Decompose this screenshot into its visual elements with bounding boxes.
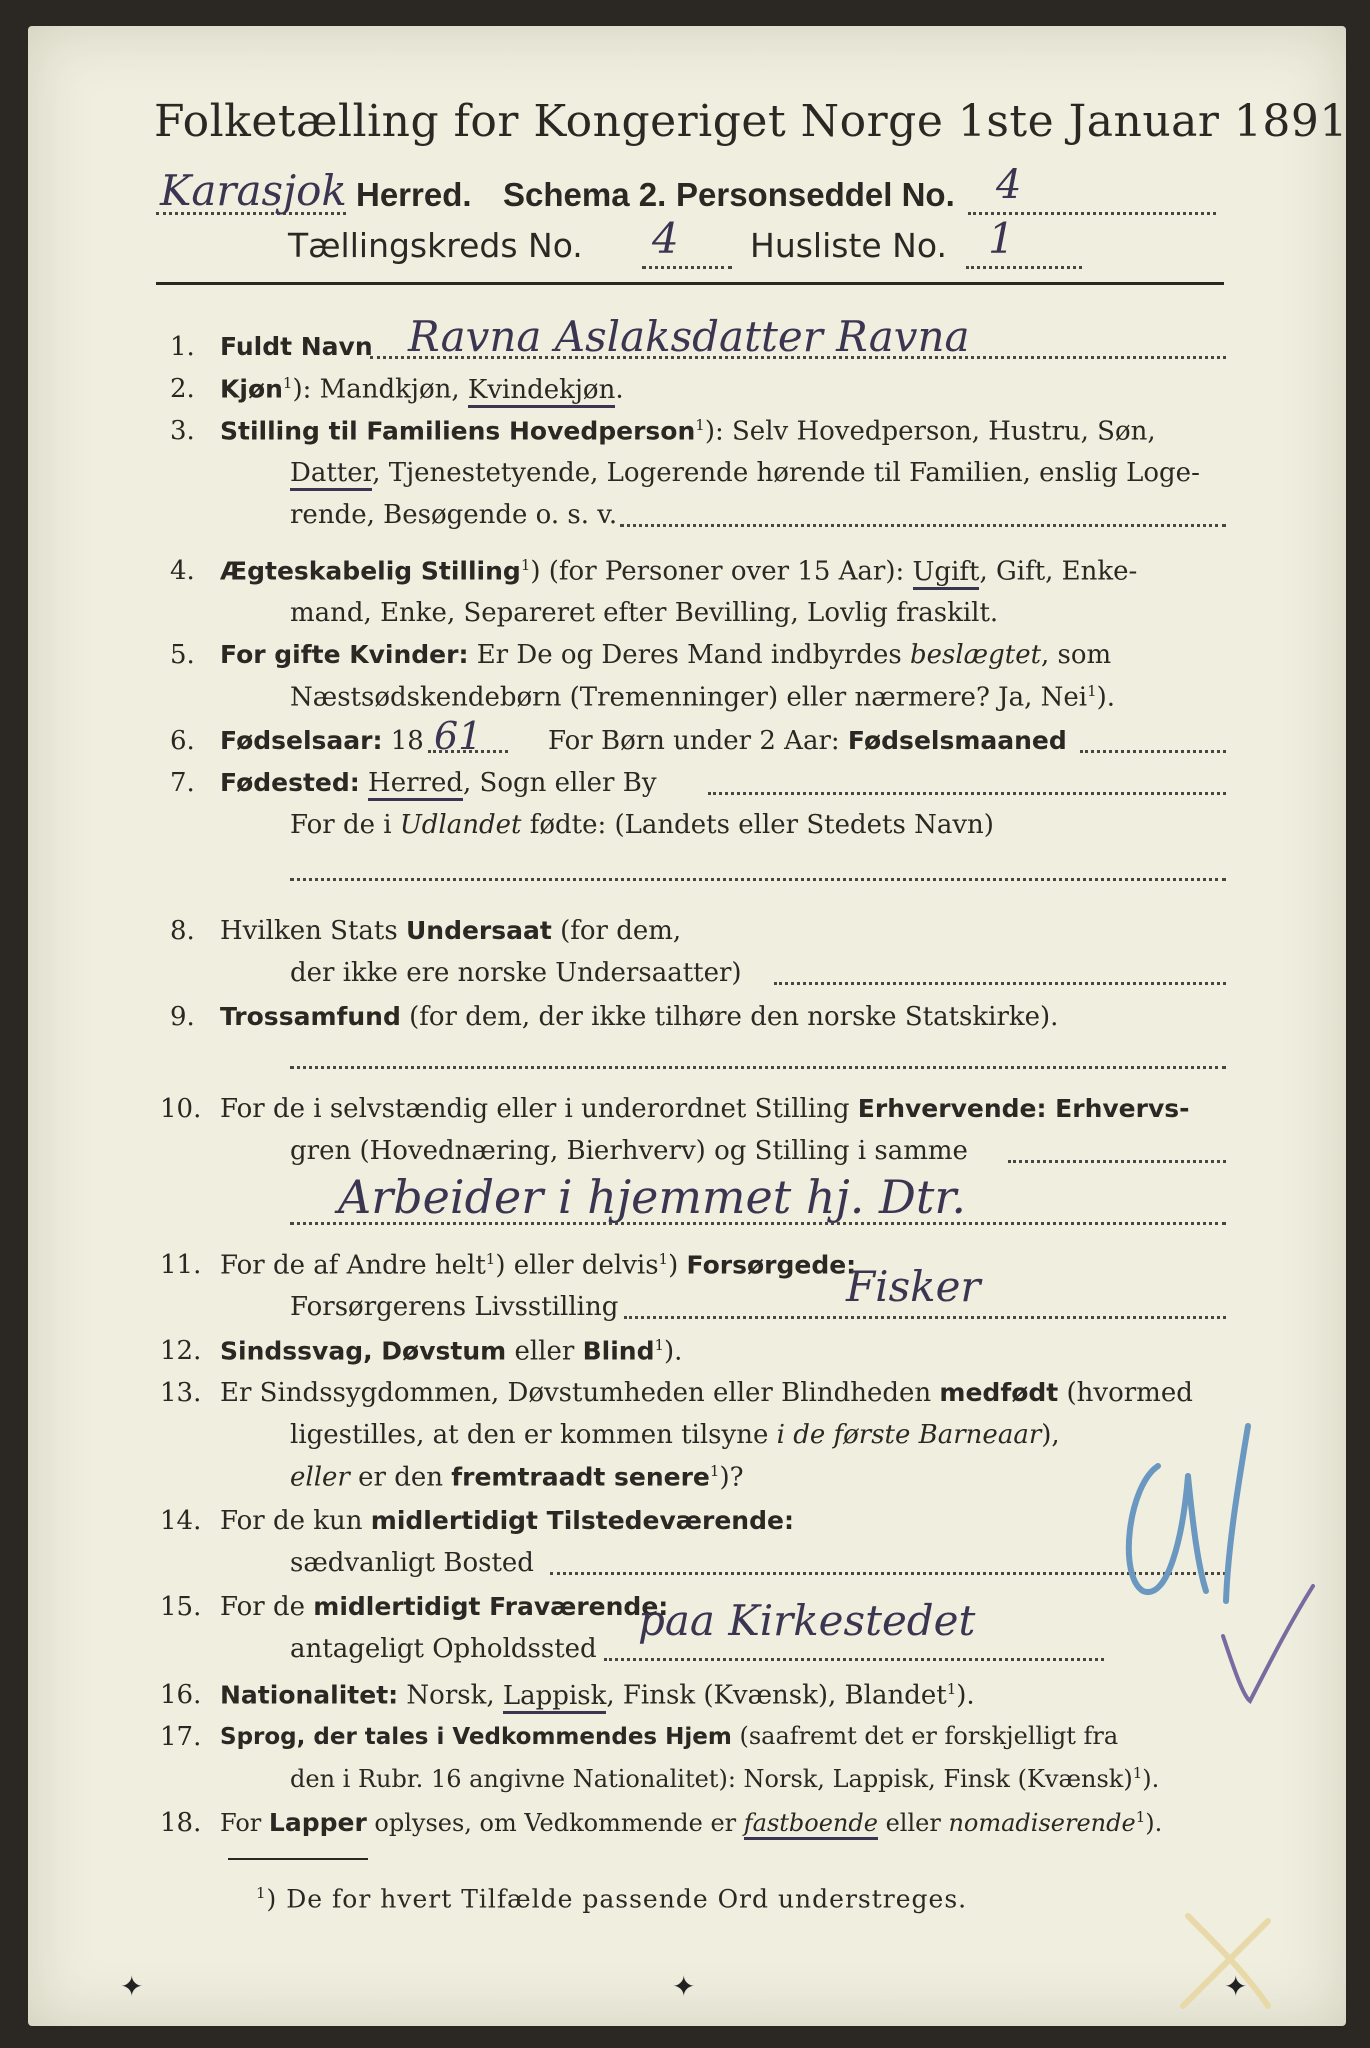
row-number: 15. bbox=[160, 1592, 202, 1622]
residence-value: paa Kirkestedet bbox=[638, 1596, 976, 1645]
row-number: 3. bbox=[170, 416, 195, 446]
row-text: rende, Besøgende o. s. v. bbox=[290, 500, 618, 530]
row-text: Fødested: Herred, Sogn eller By bbox=[220, 768, 657, 798]
row-text: For de midlertidigt Fraværende: bbox=[220, 1592, 669, 1622]
row-dotted-line bbox=[290, 878, 1226, 881]
row-text: eller er den fremtraadt senere$^1$)? bbox=[290, 1462, 744, 1493]
row-text: Næstsødskendebørn (Tremenninger) eller nærmere? Ja, Nei$^1$). bbox=[290, 682, 1116, 713]
row-text: Forsørgerens Livsstilling bbox=[290, 1292, 619, 1322]
row-text: Stilling til Familiens Hovedperson$^1$): Selv Hovedperson, Hustru, Søn, bbox=[220, 416, 1156, 447]
census-form-sheet bbox=[28, 26, 1363, 2026]
row-dotted-line bbox=[624, 1316, 1226, 1319]
row-text: Er Sindssygdommen, Døvstumheden eller Blindheden medfødt (hvormed bbox=[220, 1378, 1193, 1408]
kreds-label: Tællingskreds No. bbox=[288, 226, 583, 265]
husliste-label: Husliste No. bbox=[750, 226, 947, 265]
row-text: For de af Andre helt$^1$) eller delvis$^1$) Forsørgede: bbox=[220, 1250, 857, 1281]
binding-mark: ✦ bbox=[120, 1970, 144, 2003]
row-text: For de i Udlandet fødte: (Landets eller Stedets Navn) bbox=[290, 810, 994, 840]
footnote-rule bbox=[228, 1858, 368, 1860]
row-text: Fødselsaar: 18 bbox=[220, 726, 424, 756]
row-dotted-line bbox=[290, 1222, 1226, 1225]
row-number: 11. bbox=[160, 1250, 202, 1280]
footnote: $^1$) De for hvert Tilfælde passende Ord understreges. bbox=[256, 1884, 968, 1914]
row-number: 13. bbox=[160, 1378, 202, 1408]
row-number: 18. bbox=[160, 1808, 202, 1838]
row-dotted-line bbox=[774, 982, 1226, 985]
row-text: gren (Hovednæring, Bierhverv) og Stilling i samme bbox=[290, 1136, 968, 1166]
row-dotted-line bbox=[1008, 1160, 1226, 1163]
row-number: 1. bbox=[170, 332, 195, 362]
row-text: Datter, Tjenestetyende, Logerende hørende til Familien, enslig Loge- bbox=[290, 458, 1200, 488]
row-text: For Lapper oplyses, om Vedkommende er fastboende eller nomadiserende$^1$). bbox=[220, 1808, 1162, 1837]
row-text: der ikke ere norske Undersaatter) bbox=[290, 958, 742, 988]
row-number: 2. bbox=[170, 374, 195, 404]
row-text: mand, Enke, Separeret efter Bevilling, Lovlig fraskilt. bbox=[290, 598, 999, 628]
row-text: For gifte Kvinder: Er De og Deres Mand indbyrdes beslægtet, som bbox=[220, 640, 1112, 670]
row-text: Kjøn$^1$): Mandkjøn, Kvindekjøn. bbox=[220, 374, 624, 405]
row-dotted-line bbox=[428, 750, 508, 753]
row-number: 17. bbox=[160, 1722, 202, 1752]
row-text: Nationalitet: Norsk, Lappisk, Finsk (Kvænsk), Blandet$^1$). bbox=[220, 1680, 975, 1711]
row-dotted-line bbox=[1080, 750, 1226, 753]
header-rule bbox=[156, 282, 1224, 285]
personseddel-label: Personseddel No. bbox=[676, 176, 955, 213]
herred-label: Herred. bbox=[356, 176, 472, 213]
binding-mark: ✦ bbox=[672, 1970, 696, 2003]
schema-label: Schema 2. bbox=[503, 176, 667, 213]
kreds-value: 4 bbox=[652, 214, 679, 263]
row-text: Hvilken Stats Undersaat (for dem, bbox=[220, 916, 682, 946]
full-name-value: Ravna Aslaksdatter Ravna bbox=[408, 312, 970, 361]
form-title: Folketælling for Kongeriget Norge 1ste Januar 1891. bbox=[154, 96, 1363, 147]
kreds-dotted-line bbox=[642, 266, 732, 269]
row-text: ligestilles, at den er kommen tilsyne i de første Barneaar), bbox=[290, 1420, 1060, 1450]
row-text: antageligt Opholdssted bbox=[290, 1634, 597, 1664]
row-text: For de kun midlertidigt Tilstedeværende: bbox=[220, 1506, 794, 1536]
row-number: 14. bbox=[160, 1506, 202, 1536]
row-text: Sindssvag, Døvstum eller Blind$^1$). bbox=[220, 1336, 683, 1367]
row-dotted-line bbox=[620, 524, 1226, 527]
row-number: 10. bbox=[160, 1094, 202, 1124]
herred-value: Karasjok bbox=[160, 166, 347, 215]
provider-occupation-value: Fisker bbox=[846, 1262, 981, 1311]
row-dotted-line bbox=[290, 1066, 1226, 1069]
row-number: 6. bbox=[170, 726, 195, 756]
row-number: 8. bbox=[170, 916, 195, 946]
occupation-value: Arbeider i hjemmet hj. Dtr. bbox=[338, 1170, 966, 1224]
row-text: Sprog, der tales i Vedkommendes Hjem (saafremt det er forskjelligt fra bbox=[220, 1722, 1119, 1750]
binding-mark: ✦ bbox=[1224, 1970, 1248, 2003]
row-dotted-line bbox=[708, 792, 1226, 795]
row-number: 12. bbox=[160, 1336, 202, 1366]
row-number: 4. bbox=[170, 556, 195, 586]
row-text: Ægteskabelig Stilling$^1$) (for Personer over 15 Aar): Ugift, Gift, Enke- bbox=[220, 556, 1137, 587]
husliste-dotted-line bbox=[966, 266, 1082, 269]
row-dotted-line bbox=[604, 1658, 1104, 1661]
row-number: 16. bbox=[160, 1680, 202, 1710]
row-text: sædvanligt Bosted bbox=[290, 1548, 534, 1578]
personseddel-value: 4 bbox=[996, 162, 1022, 208]
row-text: For Børn under 2 Aar: Fødselsmaaned bbox=[548, 726, 1067, 756]
row-number: 5. bbox=[170, 640, 195, 670]
husliste-value: 1 bbox=[988, 214, 1015, 263]
row-text: den i Rubr. 16 angivne Nationalitet): Norsk, Lappisk, Finsk (Kvænsk)$^1$). bbox=[290, 1764, 1160, 1793]
row-label: Fuldt Navn bbox=[220, 332, 373, 361]
row-text: Trossamfund (for dem, der ikke tilhøre den norske Statskirke). bbox=[220, 1002, 1059, 1032]
violet-check-mark bbox=[1208, 1566, 1328, 1706]
row-number: 9. bbox=[170, 1002, 195, 1032]
row-text: For de i selvstændig eller i underordnet Stilling Erhvervende: Erhvervs- bbox=[220, 1094, 1190, 1124]
birth-year-value: 61 bbox=[434, 714, 483, 758]
row-number: 7. bbox=[170, 768, 195, 798]
